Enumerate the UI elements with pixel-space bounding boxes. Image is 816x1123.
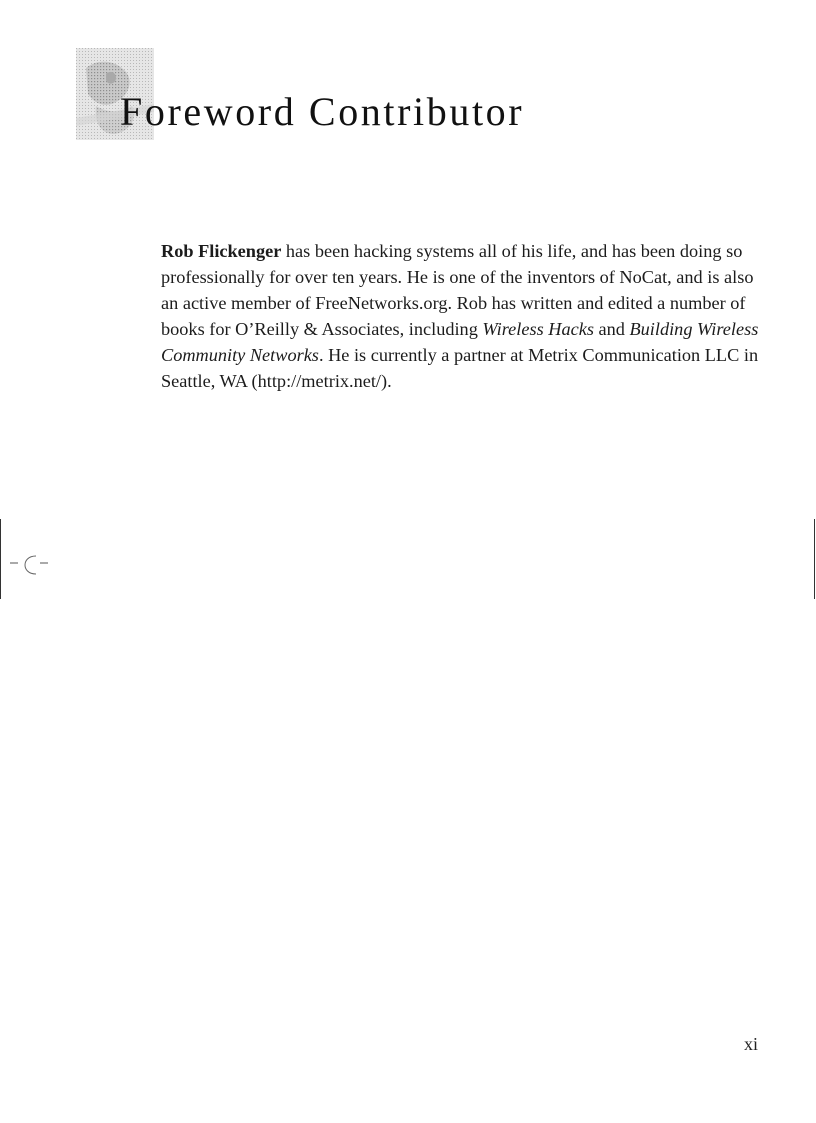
book-title-building-wireless-community-networks: Building Wireless Community Networks (161, 319, 759, 365)
contributor-name: Rob Flickenger (161, 241, 282, 261)
left-margin-rule (0, 519, 1, 599)
chapter-header (76, 48, 676, 148)
right-margin-rule (814, 519, 815, 599)
page-title: Foreword Contributor (120, 89, 525, 134)
bio-text-part-3: . He is currently a partner at Metrix Communication LLC in Seattle, WA (http://metrix.net/). (161, 345, 759, 391)
registration-crop-mark-icon (10, 550, 54, 580)
book-title-wireless-hacks: Wireless Hacks (482, 319, 594, 339)
page-number: xi (743, 1034, 758, 1054)
bio-text-part-2: and (593, 319, 630, 339)
contributor-bio (161, 238, 761, 394)
bio-text-part-1: has been hacking systems all of his life, and has been doing so professionally for over ten years. He is one of the inventors of NoCat, and is also an active member of FreeNetworks.org. Rob has written and edited a number of books for O’Reilly & Associates, including (161, 241, 754, 339)
